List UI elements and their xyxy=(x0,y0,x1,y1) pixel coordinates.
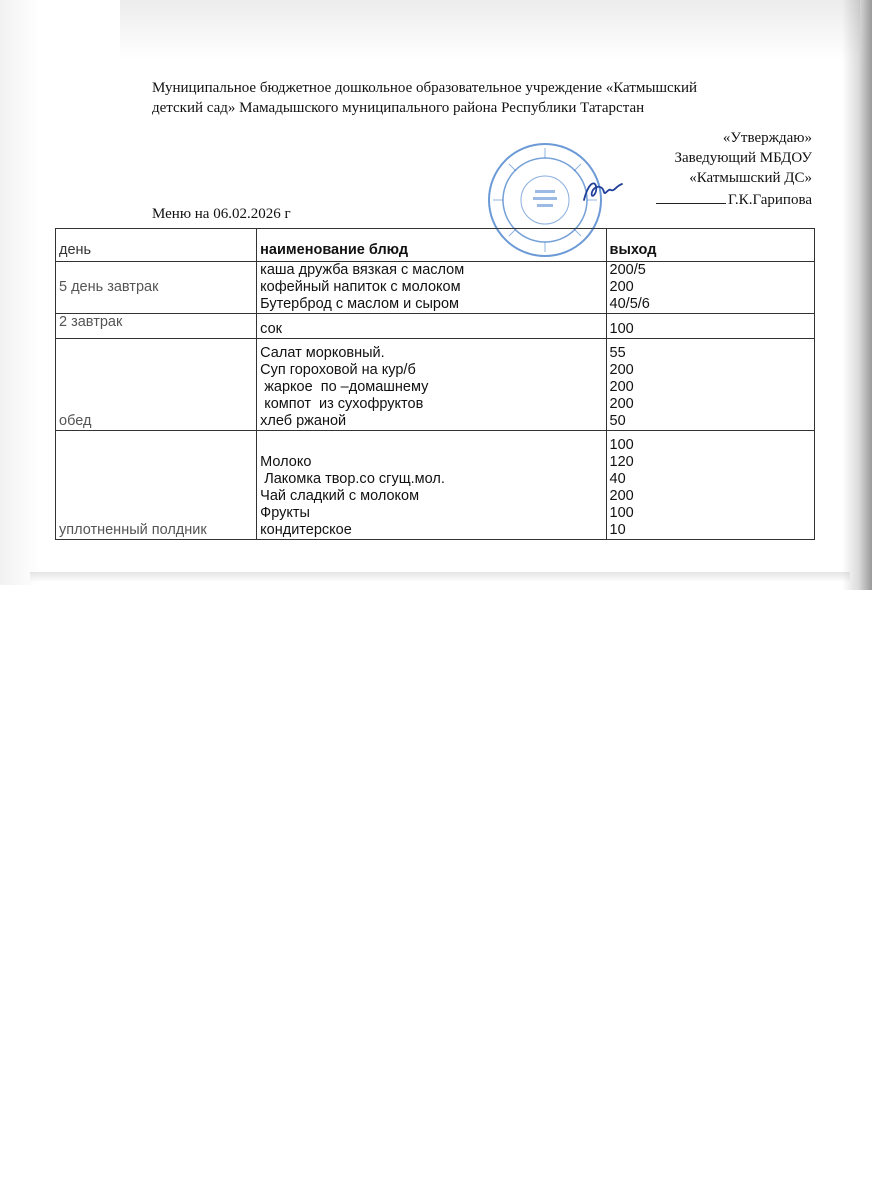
output-value: 200 xyxy=(609,279,634,295)
outputs-cell xyxy=(606,262,814,314)
output-value: 200 xyxy=(609,379,634,395)
output-value: 100 xyxy=(609,321,634,337)
outputs-cell xyxy=(606,314,814,339)
output-value: 40/5/6 xyxy=(609,296,650,312)
table-row xyxy=(56,339,815,431)
dishes-cell xyxy=(257,262,606,314)
dishes-cell xyxy=(257,431,606,540)
approval-line-2: Заведующий МБДОУ xyxy=(674,150,812,166)
dish-item: сок xyxy=(260,321,282,337)
table-row xyxy=(56,314,815,339)
dishes-cell xyxy=(257,314,606,339)
dish-item: Лакомка твор.со сгущ.мол. xyxy=(260,471,445,487)
dish-item: Бутерброд с маслом и сыром xyxy=(260,296,459,312)
dishes-cell xyxy=(257,339,606,431)
dish-item: каша дружба вязкая с маслом xyxy=(260,262,465,278)
menu-date-title: Меню на 06.02.2026 г xyxy=(152,206,291,222)
output-value: 10 xyxy=(609,522,626,538)
outputs-cell xyxy=(606,431,814,540)
approval-line-3: «Катмышский ДС» xyxy=(689,170,812,186)
output-value: 40 xyxy=(609,471,626,487)
output-value: 100 xyxy=(609,505,634,521)
scan-shadow-top xyxy=(120,0,860,60)
output-value: 50 xyxy=(609,413,626,429)
table-row xyxy=(56,262,815,314)
table-header-row xyxy=(56,229,815,262)
scan-shadow-left xyxy=(0,0,40,585)
organization-header xyxy=(152,78,792,118)
column-header-dishes: наименование блюд xyxy=(257,229,606,262)
dish-item: компот из сухофруктов xyxy=(260,396,424,412)
approver-name: Г.К.Гарипова xyxy=(727,192,812,208)
output-value: 100 xyxy=(609,437,634,453)
meal-cell-afternoon-snack: уплотненный полдник xyxy=(56,431,257,540)
output-value: 200 xyxy=(609,362,634,378)
output-value: 55 xyxy=(609,345,626,361)
menu-table xyxy=(55,228,815,540)
meal-cell-breakfast: 5 день завтрак xyxy=(56,262,257,314)
outputs-cell xyxy=(606,339,814,431)
meal-cell-second-breakfast: 2 завтрак xyxy=(56,314,257,339)
scan-shadow-right xyxy=(842,0,872,590)
meal-cell-lunch: обед xyxy=(56,339,257,431)
output-value: 200 xyxy=(609,396,634,412)
dish-item: Чай сладкий с молоком xyxy=(260,488,420,504)
dish-item: Салат морковный. xyxy=(260,345,385,361)
dish-item: Молоко xyxy=(260,454,312,470)
handwritten-signature-icon xyxy=(578,176,626,206)
column-header-day: день xyxy=(56,229,257,262)
output-value: 120 xyxy=(609,454,634,470)
dish-item xyxy=(260,437,602,454)
approval-line-1: «Утверждаю» xyxy=(722,130,812,146)
output-value: 200/5 xyxy=(609,262,646,278)
org-line-2: детский сад» Мамадышского муниципального района Республики Татарстан xyxy=(152,100,645,116)
output-value: 200 xyxy=(609,488,634,504)
dish-item: хлеб ржаной xyxy=(260,413,347,429)
scan-edge-bottom xyxy=(30,572,850,582)
dish-item: кофейный напиток с молоком xyxy=(260,279,461,295)
dish-item: Суп гороховой на кур/б xyxy=(260,362,416,378)
dish-item: жаркое по –домашнему xyxy=(260,379,429,395)
dish-item: кондитерское xyxy=(260,522,352,538)
org-line-1: Муниципальное бюджетное дошкольное образовательное учреждение «Катмышский xyxy=(152,80,698,96)
column-header-output: выход xyxy=(606,229,814,262)
signature-underline xyxy=(656,203,726,204)
table-row xyxy=(56,431,815,540)
dish-item: Фрукты xyxy=(260,505,310,521)
